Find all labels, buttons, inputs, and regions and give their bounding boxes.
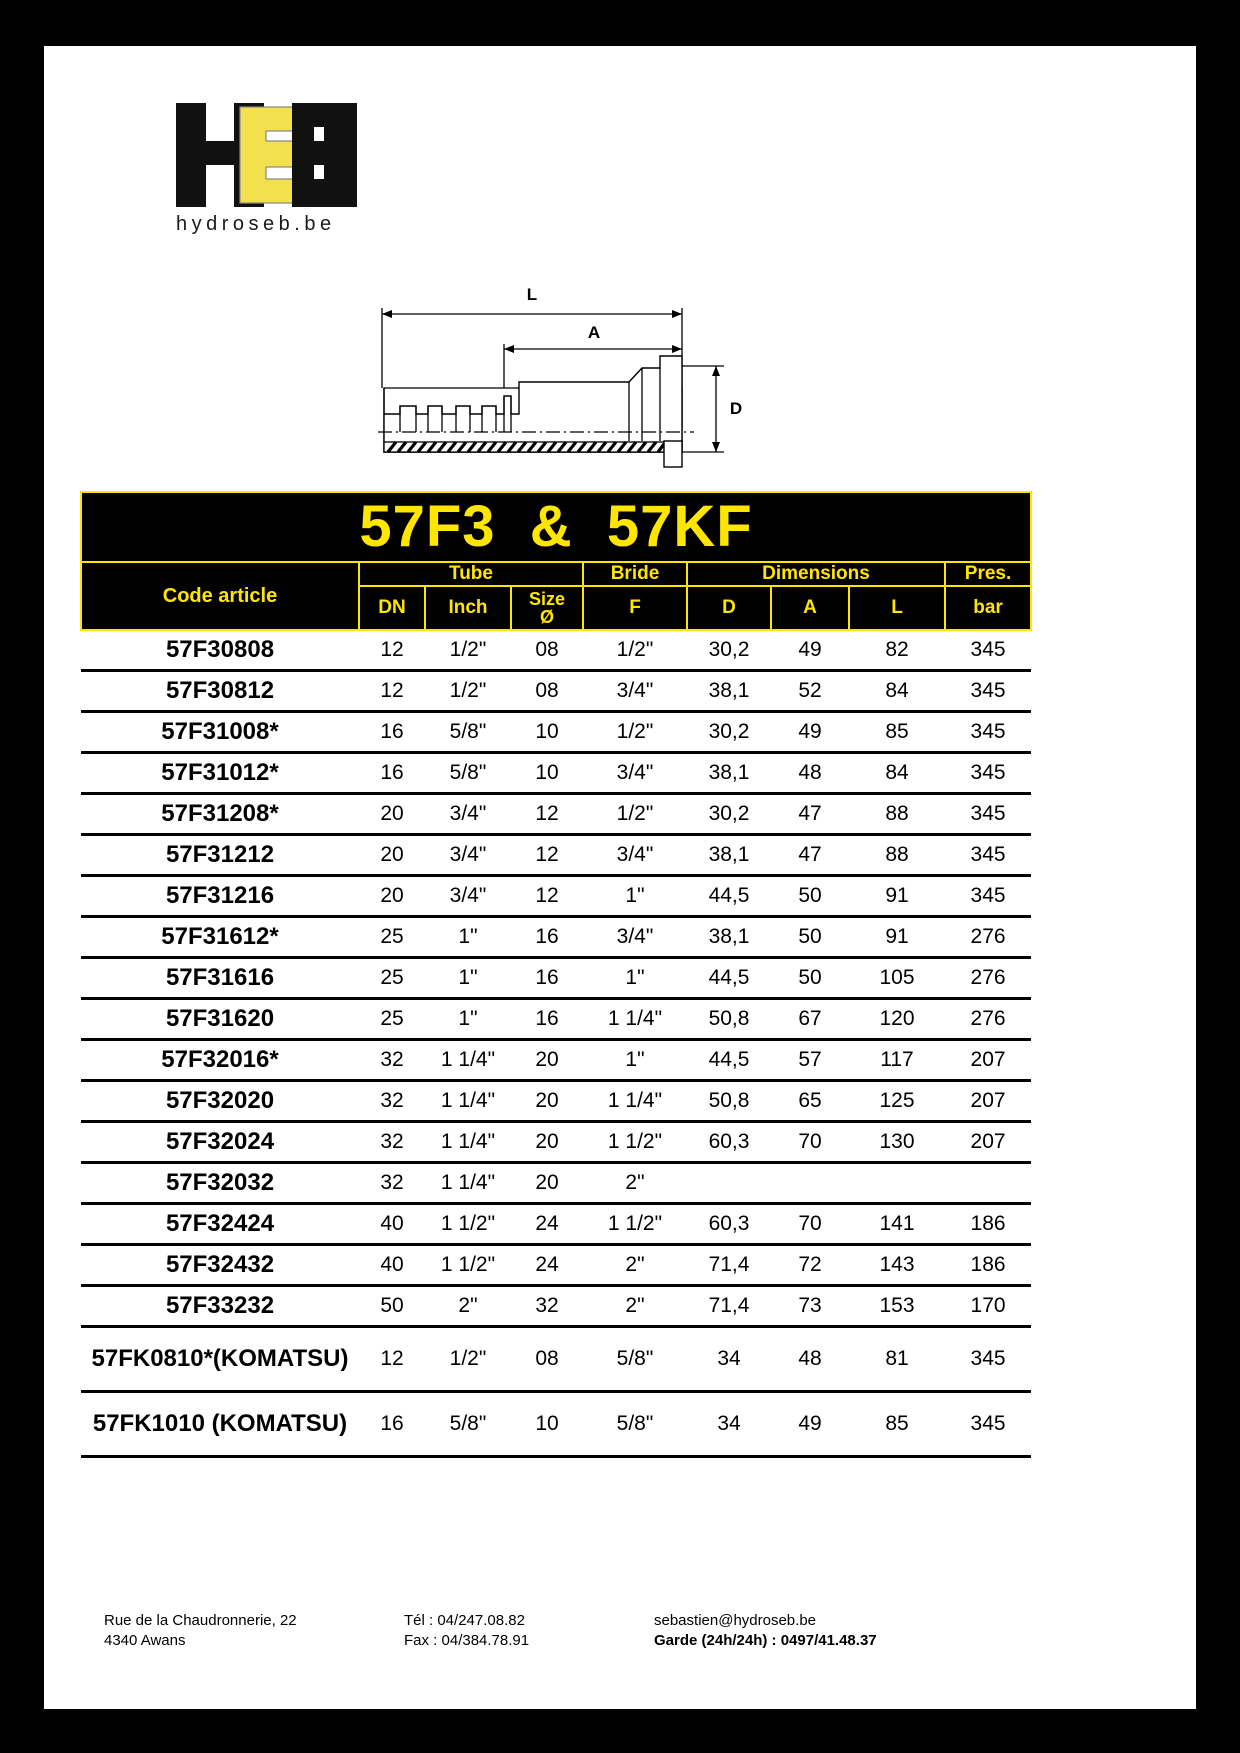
- table-row: [81, 958, 1031, 999]
- cell-a: 67: [771, 999, 849, 1040]
- table-row: [81, 794, 1031, 835]
- cell-d: 71,4: [687, 1245, 771, 1286]
- footer-tel: Tél : 04/247.08.82: [404, 1611, 525, 1629]
- cell-l: 84: [849, 753, 945, 794]
- cell-size: 24: [511, 1204, 583, 1245]
- cell-d: 71,4: [687, 1286, 771, 1327]
- cell-size: 20: [511, 1081, 583, 1122]
- cell-code-article: 57F31212: [81, 835, 359, 876]
- cell-inch: 5/8": [425, 1392, 511, 1457]
- cell-f: 1": [583, 958, 687, 999]
- cell-bar: 207: [945, 1040, 1031, 1081]
- cell-d: 38,1: [687, 753, 771, 794]
- cell-code-article: 57F31216: [81, 876, 359, 917]
- table-title-row: [81, 492, 1031, 562]
- cell-a: 70: [771, 1122, 849, 1163]
- cell-l: 85: [849, 712, 945, 753]
- table-row: [81, 835, 1031, 876]
- cell-code-article: 57F31616: [81, 958, 359, 999]
- cell-code-article: 57F32024: [81, 1122, 359, 1163]
- cell-a: 65: [771, 1081, 849, 1122]
- table-row: [81, 1327, 1031, 1392]
- cell-f: 3/4": [583, 835, 687, 876]
- hsb-logo-mark: [174, 101, 359, 209]
- cell-l: 141: [849, 1204, 945, 1245]
- cell-a: 73: [771, 1286, 849, 1327]
- cell-size: 16: [511, 999, 583, 1040]
- cell-d: 38,1: [687, 835, 771, 876]
- header-group-pres: Pres.: [945, 562, 1031, 586]
- cell-l: 91: [849, 917, 945, 958]
- cell-l: 153: [849, 1286, 945, 1327]
- cell-d: 38,1: [687, 671, 771, 712]
- cell-size: 08: [511, 1327, 583, 1392]
- header-code-article: Code article: [81, 562, 359, 630]
- cell-d: 44,5: [687, 876, 771, 917]
- table-row: [81, 1081, 1031, 1122]
- table-row: [81, 1163, 1031, 1204]
- cell-a: 52: [771, 671, 849, 712]
- cell-f: 2": [583, 1163, 687, 1204]
- cell-d: 60,3: [687, 1122, 771, 1163]
- cell-l: 143: [849, 1245, 945, 1286]
- cell-l: 117: [849, 1040, 945, 1081]
- cell-size: 20: [511, 1040, 583, 1081]
- cell-d: 30,2: [687, 630, 771, 671]
- cell-inch: 1/2": [425, 630, 511, 671]
- cell-inch: 1 1/2": [425, 1245, 511, 1286]
- cell-l: 120: [849, 999, 945, 1040]
- cell-bar: 345: [945, 1327, 1031, 1392]
- cell-inch: 1 1/4": [425, 1081, 511, 1122]
- cell-dn: 25: [359, 917, 425, 958]
- cell-d: 50,8: [687, 1081, 771, 1122]
- header-size-o: Size Ø: [511, 586, 583, 630]
- footer-email-block: [654, 1611, 1152, 1652]
- cell-f: 1/2": [583, 794, 687, 835]
- table-row: [81, 671, 1031, 712]
- cell-dn: 32: [359, 1163, 425, 1204]
- cell-l: 130: [849, 1122, 945, 1163]
- cell-d: 34: [687, 1392, 771, 1457]
- cell-inch: 1 1/4": [425, 1122, 511, 1163]
- cell-l: 105: [849, 958, 945, 999]
- header-bar: bar: [945, 586, 1031, 630]
- cell-a: [771, 1163, 849, 1204]
- hsb-logo-svg: [174, 101, 359, 209]
- cell-code-article: 57F33232: [81, 1286, 359, 1327]
- cell-dn: 25: [359, 958, 425, 999]
- cell-dn: 12: [359, 1327, 425, 1392]
- cell-l: 85: [849, 1392, 945, 1457]
- cell-code-article: 57F32432: [81, 1245, 359, 1286]
- footer-address-line2: 4340 Awans: [104, 1631, 186, 1649]
- header-f: F: [583, 586, 687, 630]
- cell-inch: 1 1/2": [425, 1204, 511, 1245]
- cell-a: 49: [771, 712, 849, 753]
- cell-size: 10: [511, 1392, 583, 1457]
- cell-code-article: 57F31012*: [81, 753, 359, 794]
- cell-inch: 1": [425, 917, 511, 958]
- company-logo: [166, 101, 466, 271]
- dim-label-L: L: [526, 285, 538, 304]
- cell-bar: 276: [945, 958, 1031, 999]
- cell-d: 38,1: [687, 917, 771, 958]
- cell-bar: 207: [945, 1081, 1031, 1122]
- cell-a: 48: [771, 1327, 849, 1392]
- cell-bar: 345: [945, 753, 1031, 794]
- fitting-section-svg: [364, 256, 754, 471]
- cell-l: 82: [849, 630, 945, 671]
- cell-size: 16: [511, 917, 583, 958]
- cell-l: 88: [849, 835, 945, 876]
- cell-l: 88: [849, 794, 945, 835]
- cell-bar: 186: [945, 1204, 1031, 1245]
- cell-size: 10: [511, 712, 583, 753]
- table-row: [81, 1245, 1031, 1286]
- cell-a: 48: [771, 753, 849, 794]
- cell-inch: 5/8": [425, 712, 511, 753]
- cell-dn: 12: [359, 671, 425, 712]
- cell-l: 84: [849, 671, 945, 712]
- table-row: [81, 712, 1031, 753]
- cell-code-article: 57F31008*: [81, 712, 359, 753]
- cell-f: 1": [583, 876, 687, 917]
- cell-bar: 345: [945, 671, 1031, 712]
- cell-f: 3/4": [583, 917, 687, 958]
- cell-l: [849, 1163, 945, 1204]
- cell-size: 24: [511, 1245, 583, 1286]
- cell-size: 08: [511, 671, 583, 712]
- dim-label-D: D: [729, 399, 743, 418]
- cell-inch: 5/8": [425, 753, 511, 794]
- header-a: A: [771, 586, 849, 630]
- cell-a: 57: [771, 1040, 849, 1081]
- logo-caption: hydroseb.be: [176, 213, 336, 235]
- cell-inch: 3/4": [425, 876, 511, 917]
- header-inch: Inch: [425, 586, 511, 630]
- cell-size: 08: [511, 630, 583, 671]
- cell-f: 1 1/2": [583, 1122, 687, 1163]
- header-group-dimensions: Dimensions: [687, 562, 945, 586]
- cell-size: 12: [511, 835, 583, 876]
- cell-inch: 1 1/4": [425, 1040, 511, 1081]
- cell-f: 2": [583, 1245, 687, 1286]
- cell-a: 47: [771, 835, 849, 876]
- header-d: D: [687, 586, 771, 630]
- cell-size: 12: [511, 876, 583, 917]
- cell-dn: 16: [359, 1392, 425, 1457]
- cell-a: 50: [771, 917, 849, 958]
- cell-f: 1/2": [583, 712, 687, 753]
- cell-d: [687, 1163, 771, 1204]
- cell-bar: 345: [945, 630, 1031, 671]
- footer-fax: Fax : 04/384.78.91: [404, 1631, 530, 1649]
- table-row: [81, 1204, 1031, 1245]
- table-row: [81, 630, 1031, 671]
- footer-email[interactable]: sebastien@hydroseb.be: [654, 1611, 816, 1629]
- cell-code-article: 57F31620: [81, 999, 359, 1040]
- cell-d: 34: [687, 1327, 771, 1392]
- cell-bar: 170: [945, 1286, 1031, 1327]
- footer-phone: [404, 1611, 654, 1652]
- cell-f: 5/8": [583, 1327, 687, 1392]
- table-row: [81, 1122, 1031, 1163]
- footer-contact: [104, 1611, 1152, 1652]
- cell-f: 1/2": [583, 630, 687, 671]
- cell-size: 20: [511, 1163, 583, 1204]
- cell-dn: 20: [359, 876, 425, 917]
- cell-code-article: 57F31208*: [81, 794, 359, 835]
- table-group-header-row: [81, 562, 1031, 586]
- cell-dn: 32: [359, 1081, 425, 1122]
- cell-f: 5/8": [583, 1392, 687, 1457]
- cell-code-article: 57FK1010 (KOMATSU): [81, 1392, 359, 1457]
- cell-inch: 1/2": [425, 1327, 511, 1392]
- specification-table: [80, 491, 1032, 1458]
- cell-f: 1": [583, 1040, 687, 1081]
- cell-bar: 276: [945, 917, 1031, 958]
- cell-code-article: 57F32016*: [81, 1040, 359, 1081]
- product-technical-drawing: [364, 256, 754, 471]
- cell-l: 91: [849, 876, 945, 917]
- cell-code-article: 57F30812: [81, 671, 359, 712]
- cell-a: 49: [771, 630, 849, 671]
- header-dn: DN: [359, 586, 425, 630]
- cell-dn: 16: [359, 712, 425, 753]
- cell-code-article: 57F32020: [81, 1081, 359, 1122]
- cell-size: 16: [511, 958, 583, 999]
- cell-dn: 12: [359, 630, 425, 671]
- table-body: [81, 630, 1031, 1457]
- table-row: [81, 1040, 1031, 1081]
- cell-f: 1 1/4": [583, 999, 687, 1040]
- cell-inch: 1": [425, 999, 511, 1040]
- cell-f: 3/4": [583, 671, 687, 712]
- cell-size: 32: [511, 1286, 583, 1327]
- dim-label-A: A: [587, 323, 601, 342]
- cell-a: 72: [771, 1245, 849, 1286]
- cell-dn: 32: [359, 1122, 425, 1163]
- cell-a: 70: [771, 1204, 849, 1245]
- cell-d: 44,5: [687, 1040, 771, 1081]
- cell-l: 81: [849, 1327, 945, 1392]
- cell-bar: 345: [945, 794, 1031, 835]
- specification-table-wrap: [80, 491, 1030, 1458]
- cell-l: 125: [849, 1081, 945, 1122]
- document-sheet: [44, 46, 1196, 1709]
- footer-garde: Garde (24h/24h) : 0497/41.48.37: [654, 1631, 877, 1649]
- table-row: [81, 1286, 1031, 1327]
- cell-d: 30,2: [687, 794, 771, 835]
- cell-bar: 345: [945, 1392, 1031, 1457]
- cell-dn: 50: [359, 1286, 425, 1327]
- cell-dn: 16: [359, 753, 425, 794]
- cell-inch: 1 1/4": [425, 1163, 511, 1204]
- cell-code-article: 57F31612*: [81, 917, 359, 958]
- table-row: [81, 753, 1031, 794]
- cell-bar: 345: [945, 876, 1031, 917]
- cell-a: 49: [771, 1392, 849, 1457]
- cell-dn: 25: [359, 999, 425, 1040]
- header-l: L: [849, 586, 945, 630]
- header-group-bride: Bride: [583, 562, 687, 586]
- cell-size: 20: [511, 1122, 583, 1163]
- cell-bar: [945, 1163, 1031, 1204]
- table-row: [81, 1392, 1031, 1457]
- cell-size: 12: [511, 794, 583, 835]
- cell-f: 1 1/4": [583, 1081, 687, 1122]
- cell-dn: 40: [359, 1204, 425, 1245]
- cell-code-article: 57F32424: [81, 1204, 359, 1245]
- cell-inch: 3/4": [425, 794, 511, 835]
- cell-inch: 3/4": [425, 835, 511, 876]
- cell-code-article: 57F30808: [81, 630, 359, 671]
- cell-size: 10: [511, 753, 583, 794]
- cell-a: 47: [771, 794, 849, 835]
- table-row: [81, 917, 1031, 958]
- cell-dn: 40: [359, 1245, 425, 1286]
- cell-inch: 1": [425, 958, 511, 999]
- header-group-tube: Tube: [359, 562, 583, 586]
- table-title: 57F3 & 57KF: [81, 492, 1031, 562]
- cell-bar: 345: [945, 712, 1031, 753]
- table-row: [81, 999, 1031, 1040]
- cell-f: 2": [583, 1286, 687, 1327]
- cell-d: 44,5: [687, 958, 771, 999]
- cell-inch: 1/2": [425, 671, 511, 712]
- cell-dn: 20: [359, 794, 425, 835]
- cell-dn: 32: [359, 1040, 425, 1081]
- footer-address: [104, 1611, 404, 1652]
- cell-d: 50,8: [687, 999, 771, 1040]
- cell-a: 50: [771, 876, 849, 917]
- cell-bar: 207: [945, 1122, 1031, 1163]
- table-row: [81, 876, 1031, 917]
- cell-a: 50: [771, 958, 849, 999]
- cell-d: 60,3: [687, 1204, 771, 1245]
- cell-inch: 2": [425, 1286, 511, 1327]
- cell-f: 3/4": [583, 753, 687, 794]
- footer-address-line1: Rue de la Chaudronnerie, 22: [104, 1611, 297, 1629]
- cell-bar: 345: [945, 835, 1031, 876]
- cell-code-article: 57F32032: [81, 1163, 359, 1204]
- cell-d: 30,2: [687, 712, 771, 753]
- cell-f: 1 1/2": [583, 1204, 687, 1245]
- cell-bar: 186: [945, 1245, 1031, 1286]
- cell-dn: 20: [359, 835, 425, 876]
- cell-bar: 276: [945, 999, 1031, 1040]
- cell-code-article: 57FK0810*(KOMATSU): [81, 1327, 359, 1392]
